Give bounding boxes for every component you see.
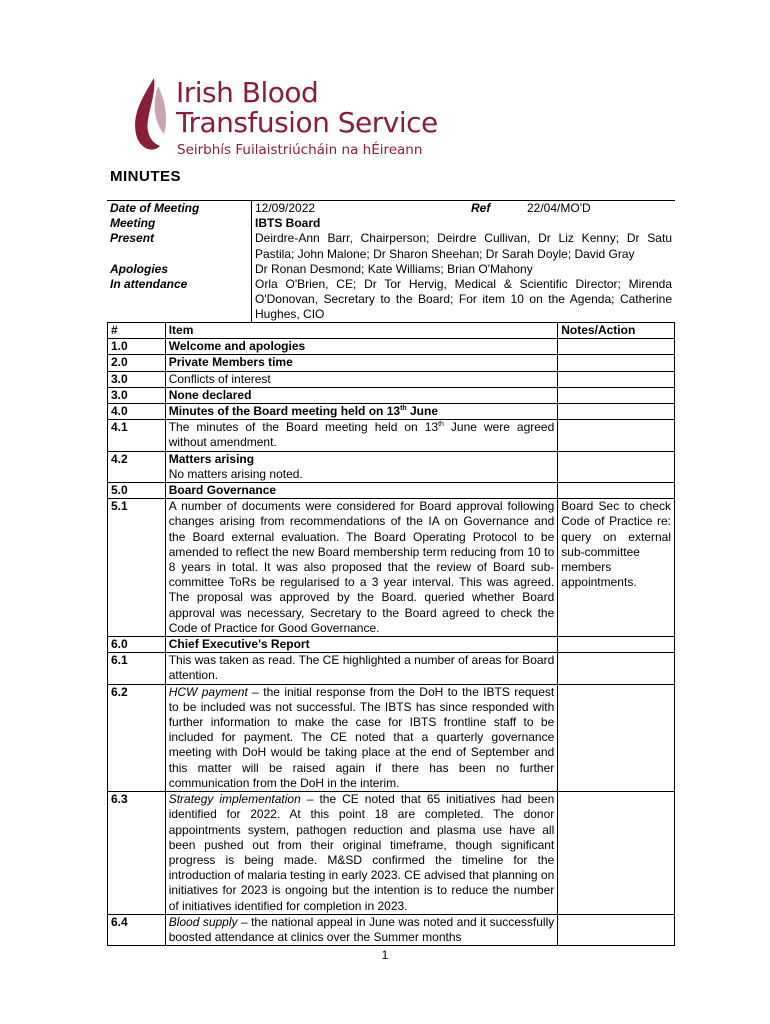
item-text: Strategy implementation – the CE noted that 65 initiatives had been identified for 2022. At this point 18 are completed. The donor appointments system, pathogen reduction and plasma use have all been pushed out from their original timeframe, though significant progress is being made. M&SD confirmed the timeline for the introduction of malaria testing in early 2023. CE advised that planning on initiatives for 2023 is ongoing but the intention is to reduce the number of initiatives identified for completion in 2023. bbox=[165, 792, 558, 915]
ref-label: Ref bbox=[468, 201, 524, 217]
item-number: 6.1 bbox=[108, 653, 166, 684]
header-num: # bbox=[108, 323, 166, 339]
apologies-label: Apologies bbox=[110, 261, 169, 276]
item-number: 5.0 bbox=[108, 483, 166, 499]
table-row bbox=[108, 371, 675, 387]
item-number: 3.0 bbox=[108, 371, 166, 387]
attendance-value: Orla O'Brien, CE; Dr Tor Hervig, Medical & Scientific Director; Mirenda O'Donovan, Secretary to the Board; For item 10 on the Agenda; Catherine Hughes, CIO bbox=[252, 277, 676, 323]
item-text: No matters arising noted. bbox=[168, 466, 303, 481]
table-row bbox=[108, 420, 675, 451]
date-value: 12/09/2022 bbox=[252, 201, 469, 217]
action-note: Board Sec to check Code of Practice re: query on external sub-committee members appointments. bbox=[558, 499, 675, 637]
item-text: Conflicts of interest bbox=[168, 371, 271, 386]
item-number: 6.0 bbox=[108, 637, 166, 653]
meeting-label: Meeting bbox=[110, 216, 156, 231]
ref-value: 22/04/MO'D bbox=[524, 201, 675, 217]
table-row bbox=[108, 404, 675, 420]
item-heading: Matters arising bbox=[168, 451, 255, 466]
item-text: The minutes of the Board meeting held on 13th June were agreed without amendment. bbox=[165, 420, 558, 451]
logo-title-line1: Irish Blood bbox=[176, 76, 319, 109]
item-text: HCW payment – the initial response from the DoH to the IBTS request to be included was not successful. The IBTS has since responded with further information to make the case for IBTS frontline staff to be included for payment. The CE noted that a quarterly governance meeting with DoH would be taking place at the end of September and this matter will be raised again if there has been no further communication from the DoH in the interim. bbox=[165, 684, 558, 791]
item-heading: Welcome and apologies bbox=[168, 339, 306, 354]
apologies-value: Dr Ronan Desmond; Kate Williams; Brian O'Mahony bbox=[252, 262, 676, 277]
table-row bbox=[108, 355, 675, 371]
table-row bbox=[108, 499, 675, 637]
table-row bbox=[108, 684, 675, 791]
table-row bbox=[108, 653, 675, 684]
item-number: 2.0 bbox=[108, 355, 166, 371]
present-label: Present bbox=[110, 231, 155, 246]
meeting-details-table bbox=[107, 200, 675, 323]
attendance-label: In attendance bbox=[110, 277, 188, 292]
meeting-value: IBTS Board bbox=[252, 216, 676, 231]
table-row bbox=[108, 637, 675, 653]
item-heading: Minutes of the Board meeting held on 13th June bbox=[165, 404, 558, 420]
item-number: 4.0 bbox=[108, 404, 166, 420]
page-number: 1 bbox=[381, 948, 389, 962]
item-number: 3.0 bbox=[108, 387, 166, 403]
item-heading: Chief Executive's Report bbox=[168, 637, 310, 652]
table-row bbox=[108, 792, 675, 915]
table-row bbox=[108, 451, 675, 482]
item-heading: None declared bbox=[168, 387, 252, 402]
item-number: 4.2 bbox=[108, 451, 166, 482]
table-row bbox=[108, 339, 675, 355]
logo-title-line2: Transfusion Service bbox=[176, 106, 438, 139]
item-heading: Board Governance bbox=[168, 483, 277, 498]
item-number: 6.3 bbox=[108, 792, 166, 915]
minutes-items-table bbox=[107, 322, 675, 946]
logo-irish-name: Seirbhís Fuilaistriúcháin na hÉireann bbox=[177, 142, 423, 158]
date-label: Date of Meeting bbox=[107, 201, 252, 217]
table-row bbox=[108, 387, 675, 403]
table-row bbox=[108, 914, 675, 945]
header-item: Item bbox=[165, 323, 558, 339]
table-row bbox=[108, 483, 675, 499]
item-number: 5.1 bbox=[108, 499, 166, 637]
item-number: 6.4 bbox=[108, 914, 166, 945]
item-text: Blood supply – the national appeal in June was noted and it successfully boosted attendance at clinics over the Summer months bbox=[165, 914, 558, 945]
present-value: Deirdre-Ann Barr, Chairperson; Deirdre Cullivan, Dr Liz Kenny; Dr Satu Pastila; John Malone; Dr Sharon Sheehan; Dr Sarah Doyle; David Gray bbox=[252, 231, 676, 261]
item-number: 1.0 bbox=[108, 339, 166, 355]
item-number: 6.2 bbox=[108, 684, 166, 791]
document-title: MINUTES bbox=[110, 168, 181, 185]
header-notes: Notes/Action bbox=[558, 323, 675, 339]
ibts-logo bbox=[130, 74, 438, 164]
blood-drop-logo-icon bbox=[130, 76, 170, 156]
item-text: This was taken as read. The CE highlighted a number of areas for Board attention. bbox=[165, 653, 558, 684]
item-heading: Private Members time bbox=[168, 355, 293, 370]
item-text: A number of documents were considered for Board approval following changes arising from recommendations of the IA on Governance and the Board external evaluation. The Board Operating Protocol to be amended to reflect the new Board membership term reducing from 10 to 8 years in total. It was also proposed that the review of Board sub-committee ToRs be regularised to a 3 year interval. This was agreed. The proposal was approved by the Board. queried whether Board approval was necessary, Secretary to the Board agreed to check the Code of Practice for Good Governance. bbox=[165, 499, 558, 637]
item-number: 4.1 bbox=[108, 420, 166, 451]
